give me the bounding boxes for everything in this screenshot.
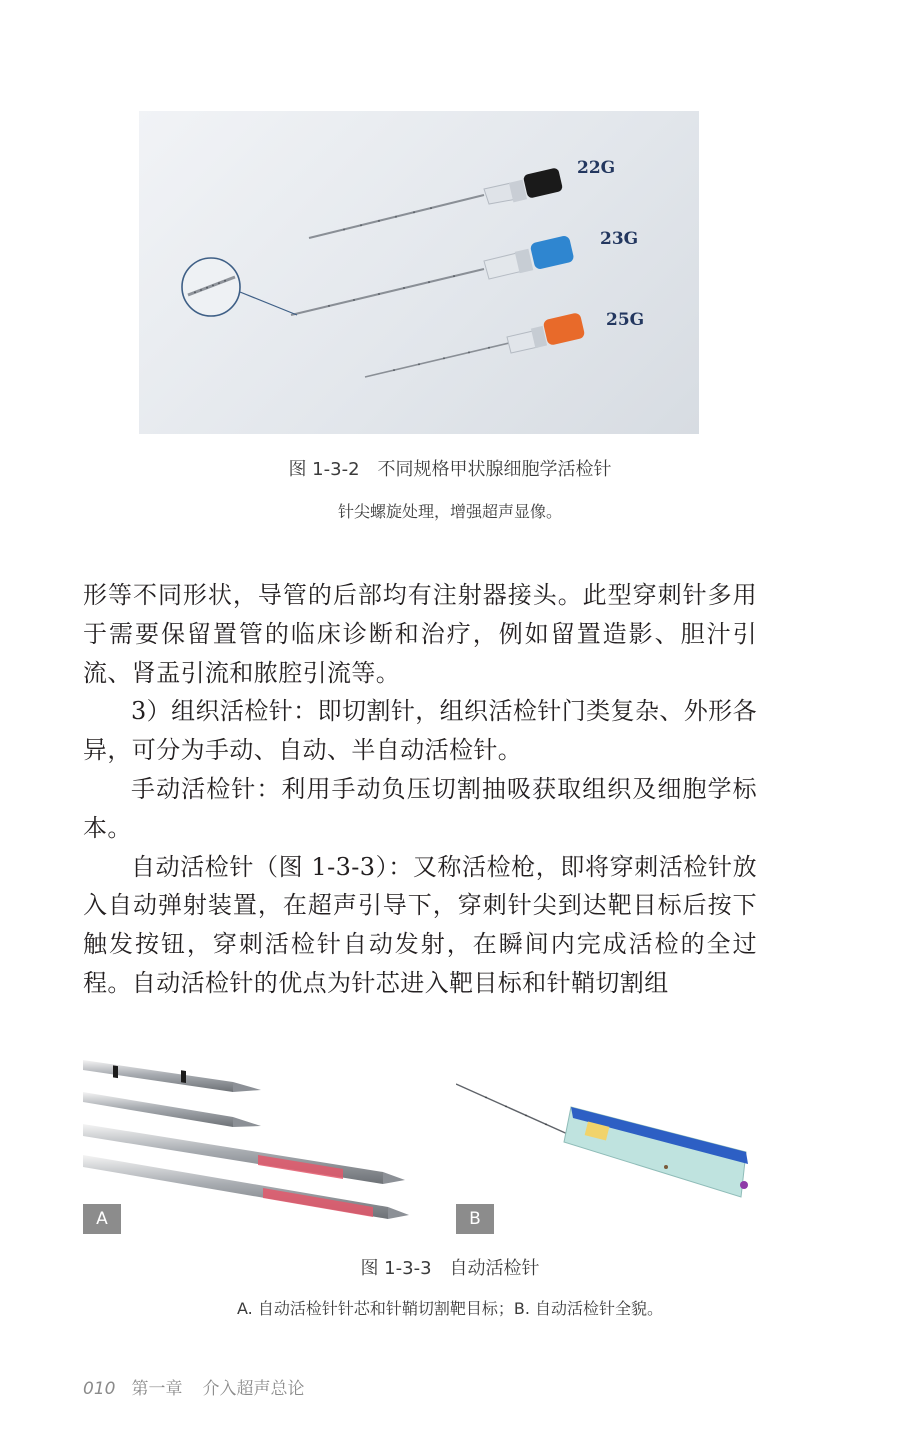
page-number: 010: [83, 1379, 116, 1399]
figure-1-3-2-caption: 图 1-3-2 不同规格甲状腺细胞学活检针: [288, 459, 612, 480]
page-footer: [83, 1374, 304, 1399]
paragraph: 3）组织活检针：即切割针，组织活检针门类复杂、外形各异，可分为手动、自动、半自动活检针。: [83, 697, 757, 765]
figure-1-3-3-panel-a: [83, 1052, 418, 1234]
biopsy-needle-tips-illustration: [83, 1052, 418, 1234]
body-text: [83, 576, 757, 1003]
figure-1-3-3-panel-b: [456, 1052, 762, 1234]
needle-23g: [291, 235, 575, 315]
gauge-label-25g: 25G: [606, 310, 645, 330]
panel-label-a: A: [83, 1204, 121, 1234]
paragraph: 自动活检针（图 1-3-3）：又称活检枪，即将穿刺活检针放入自动弹射装置，在超声引导下，穿刺针尖到达靶目标后按下触发按钮，穿刺活检针自动发射，在瞬间内完成活检的全过程。自动活检针的优点为针芯进入靶目标和针鞘切割组: [83, 852, 757, 997]
figure-1-3-2-note: 针尖螺旋处理，增强超声显像。: [337, 502, 562, 521]
needle-25g: [365, 312, 585, 377]
chapter-label: 第一章: [131, 1379, 183, 1399]
needle-shaft-1: [83, 1060, 261, 1092]
tip-magnifier: [182, 258, 297, 316]
figure-1-3-3-note: A. 自动活检针针芯和针鞘切割靶目标；B. 自动活检针全貌。: [237, 1299, 663, 1318]
biopsy-gun-illustration: [456, 1052, 762, 1234]
figure-1-3-2-photo: [139, 111, 699, 434]
figure-1-3-3-caption: 图 1-3-3 自动活检针: [360, 1258, 540, 1279]
needle-22g: [309, 167, 563, 238]
needle-shaft-4: [83, 1155, 409, 1219]
panel-label-b: B: [456, 1204, 494, 1234]
paragraph: 形等不同形状，导管的后部均有注射器接头。此型穿刺针多用于需要保留置管的临床诊断和治疗，例如留置造影、胆汁引流、肾盂引流和脓腔引流等。: [83, 581, 757, 687]
gauge-label-23g: 23G: [600, 229, 639, 249]
paragraph: 手动活检针：利用手动负压切割抽吸获取组织及细胞学标本。: [83, 774, 757, 842]
needle-shaft-2: [83, 1092, 261, 1127]
chapter-title: 介入超声总论: [202, 1379, 305, 1399]
gauge-label-22g: 22G: [577, 158, 616, 178]
